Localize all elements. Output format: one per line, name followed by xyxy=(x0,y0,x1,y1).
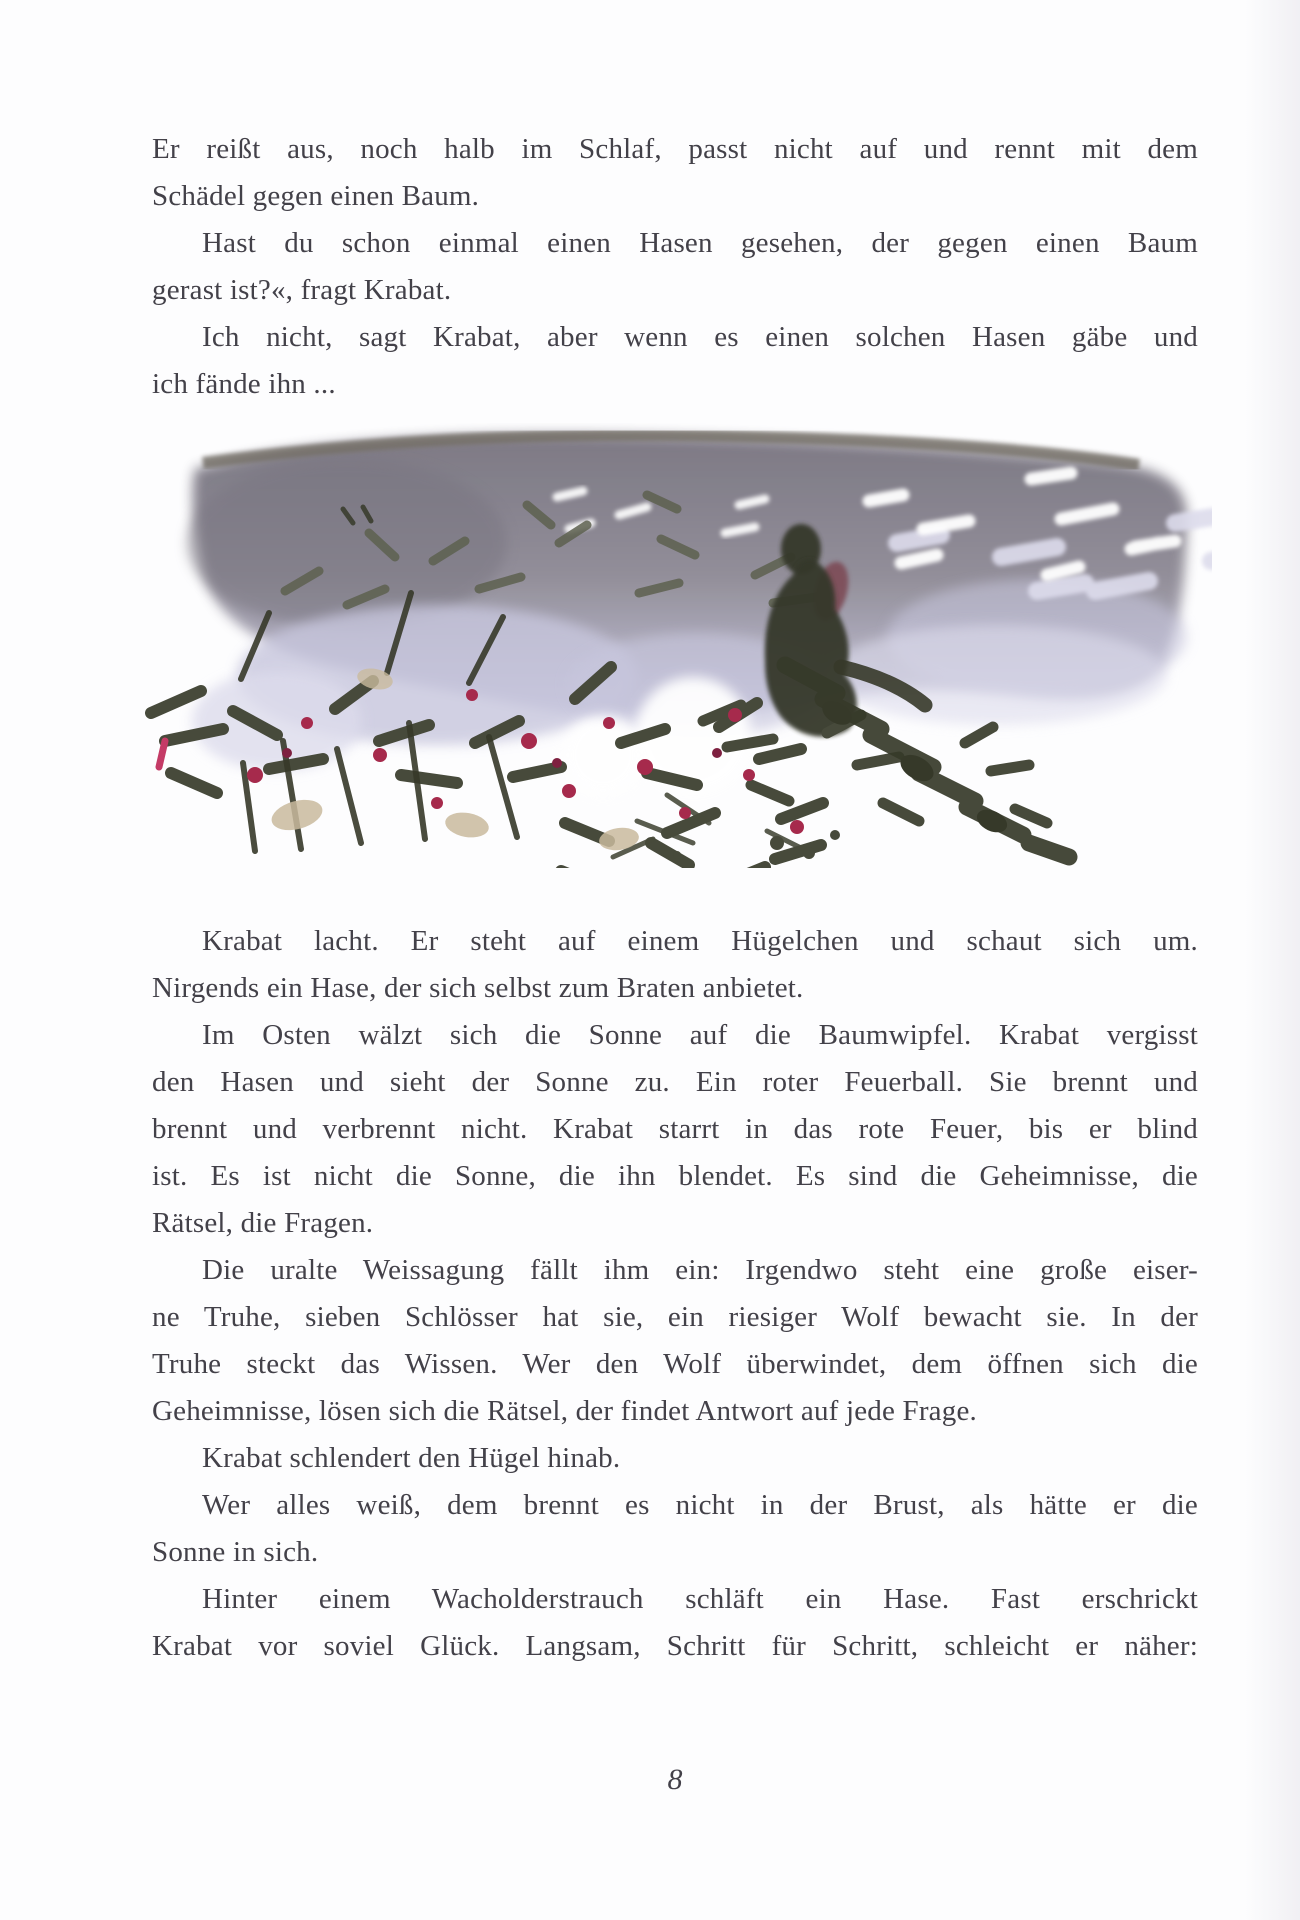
text-line: Hast du schon einmal einen Hasen gesehen, der gegen einen Baum xyxy=(202,227,1198,259)
text-line: Nirgends ein Hase, der sich selbst zum Braten anbietet. xyxy=(152,972,804,1004)
text-line: Hinter einem Wacholderstrauch schläft ein Hase. Fast erschrickt xyxy=(202,1583,1198,1615)
text-line: Krabat lacht. Er steht auf einem Hügelchen und schaut sich um. xyxy=(202,925,1198,957)
text-line: Schädel gegen einen Baum. xyxy=(152,180,480,212)
text-block-upper xyxy=(152,126,1198,408)
watercolor-illustration xyxy=(137,423,1212,868)
text-line: Wer alles weiß, dem brennt es nicht in der Brust, als hätte er die xyxy=(202,1489,1198,1521)
text-line: Rätsel, die Fragen. xyxy=(152,1207,374,1239)
text-line: ne Truhe, sieben Schlösser hat sie, ein riesiger Wolf bewacht sie. In der xyxy=(152,1301,1198,1333)
text-line: Sonne in sich. xyxy=(152,1536,319,1568)
text-line: ich fände ihn ... xyxy=(152,368,336,400)
text-line: gerast ist?«, fragt Krabat. xyxy=(152,274,452,306)
text-line: Die uralte Weissagung fällt ihm ein: Irgendwo steht eine große eiser- xyxy=(202,1254,1198,1286)
text-line: Er reißt aus, noch halb im Schlaf, passt nicht auf und rennt mit dem xyxy=(152,133,1198,165)
watercolor-canvas xyxy=(137,423,1212,868)
page-number: 8 xyxy=(667,1763,683,1796)
text-line: Krabat vor soviel Glück. Langsam, Schritt für Schritt, schleicht er näher: xyxy=(152,1630,1198,1662)
text-line: Krabat schlendert den Hügel hinab. xyxy=(202,1442,621,1474)
text-line: Ich nicht, sagt Krabat, aber wenn es einen solchen Hasen gäbe und xyxy=(202,321,1198,353)
text-line: Truhe steckt das Wissen. Wer den Wolf überwindet, dem öffnen sich die xyxy=(152,1348,1198,1380)
text-line: brennt und verbrennt nicht. Krabat starrt in das rote Feuer, bis er blind xyxy=(152,1113,1198,1145)
text-line: Im Osten wälzt sich die Sonne auf die Baumwipfel. Krabat vergisst xyxy=(202,1019,1198,1051)
text-line: Geheimnisse, lösen sich die Rätsel, der findet Antwort auf jede Frage. xyxy=(152,1395,977,1427)
text-line: den Hasen und sieht der Sonne zu. Ein roter Feuerball. Sie brennt und xyxy=(152,1066,1198,1098)
text-block-lower xyxy=(152,918,1198,1670)
text-line: ist. Es ist nicht die Sonne, die ihn blendet. Es sind die Geheimnisse, die xyxy=(152,1160,1198,1192)
